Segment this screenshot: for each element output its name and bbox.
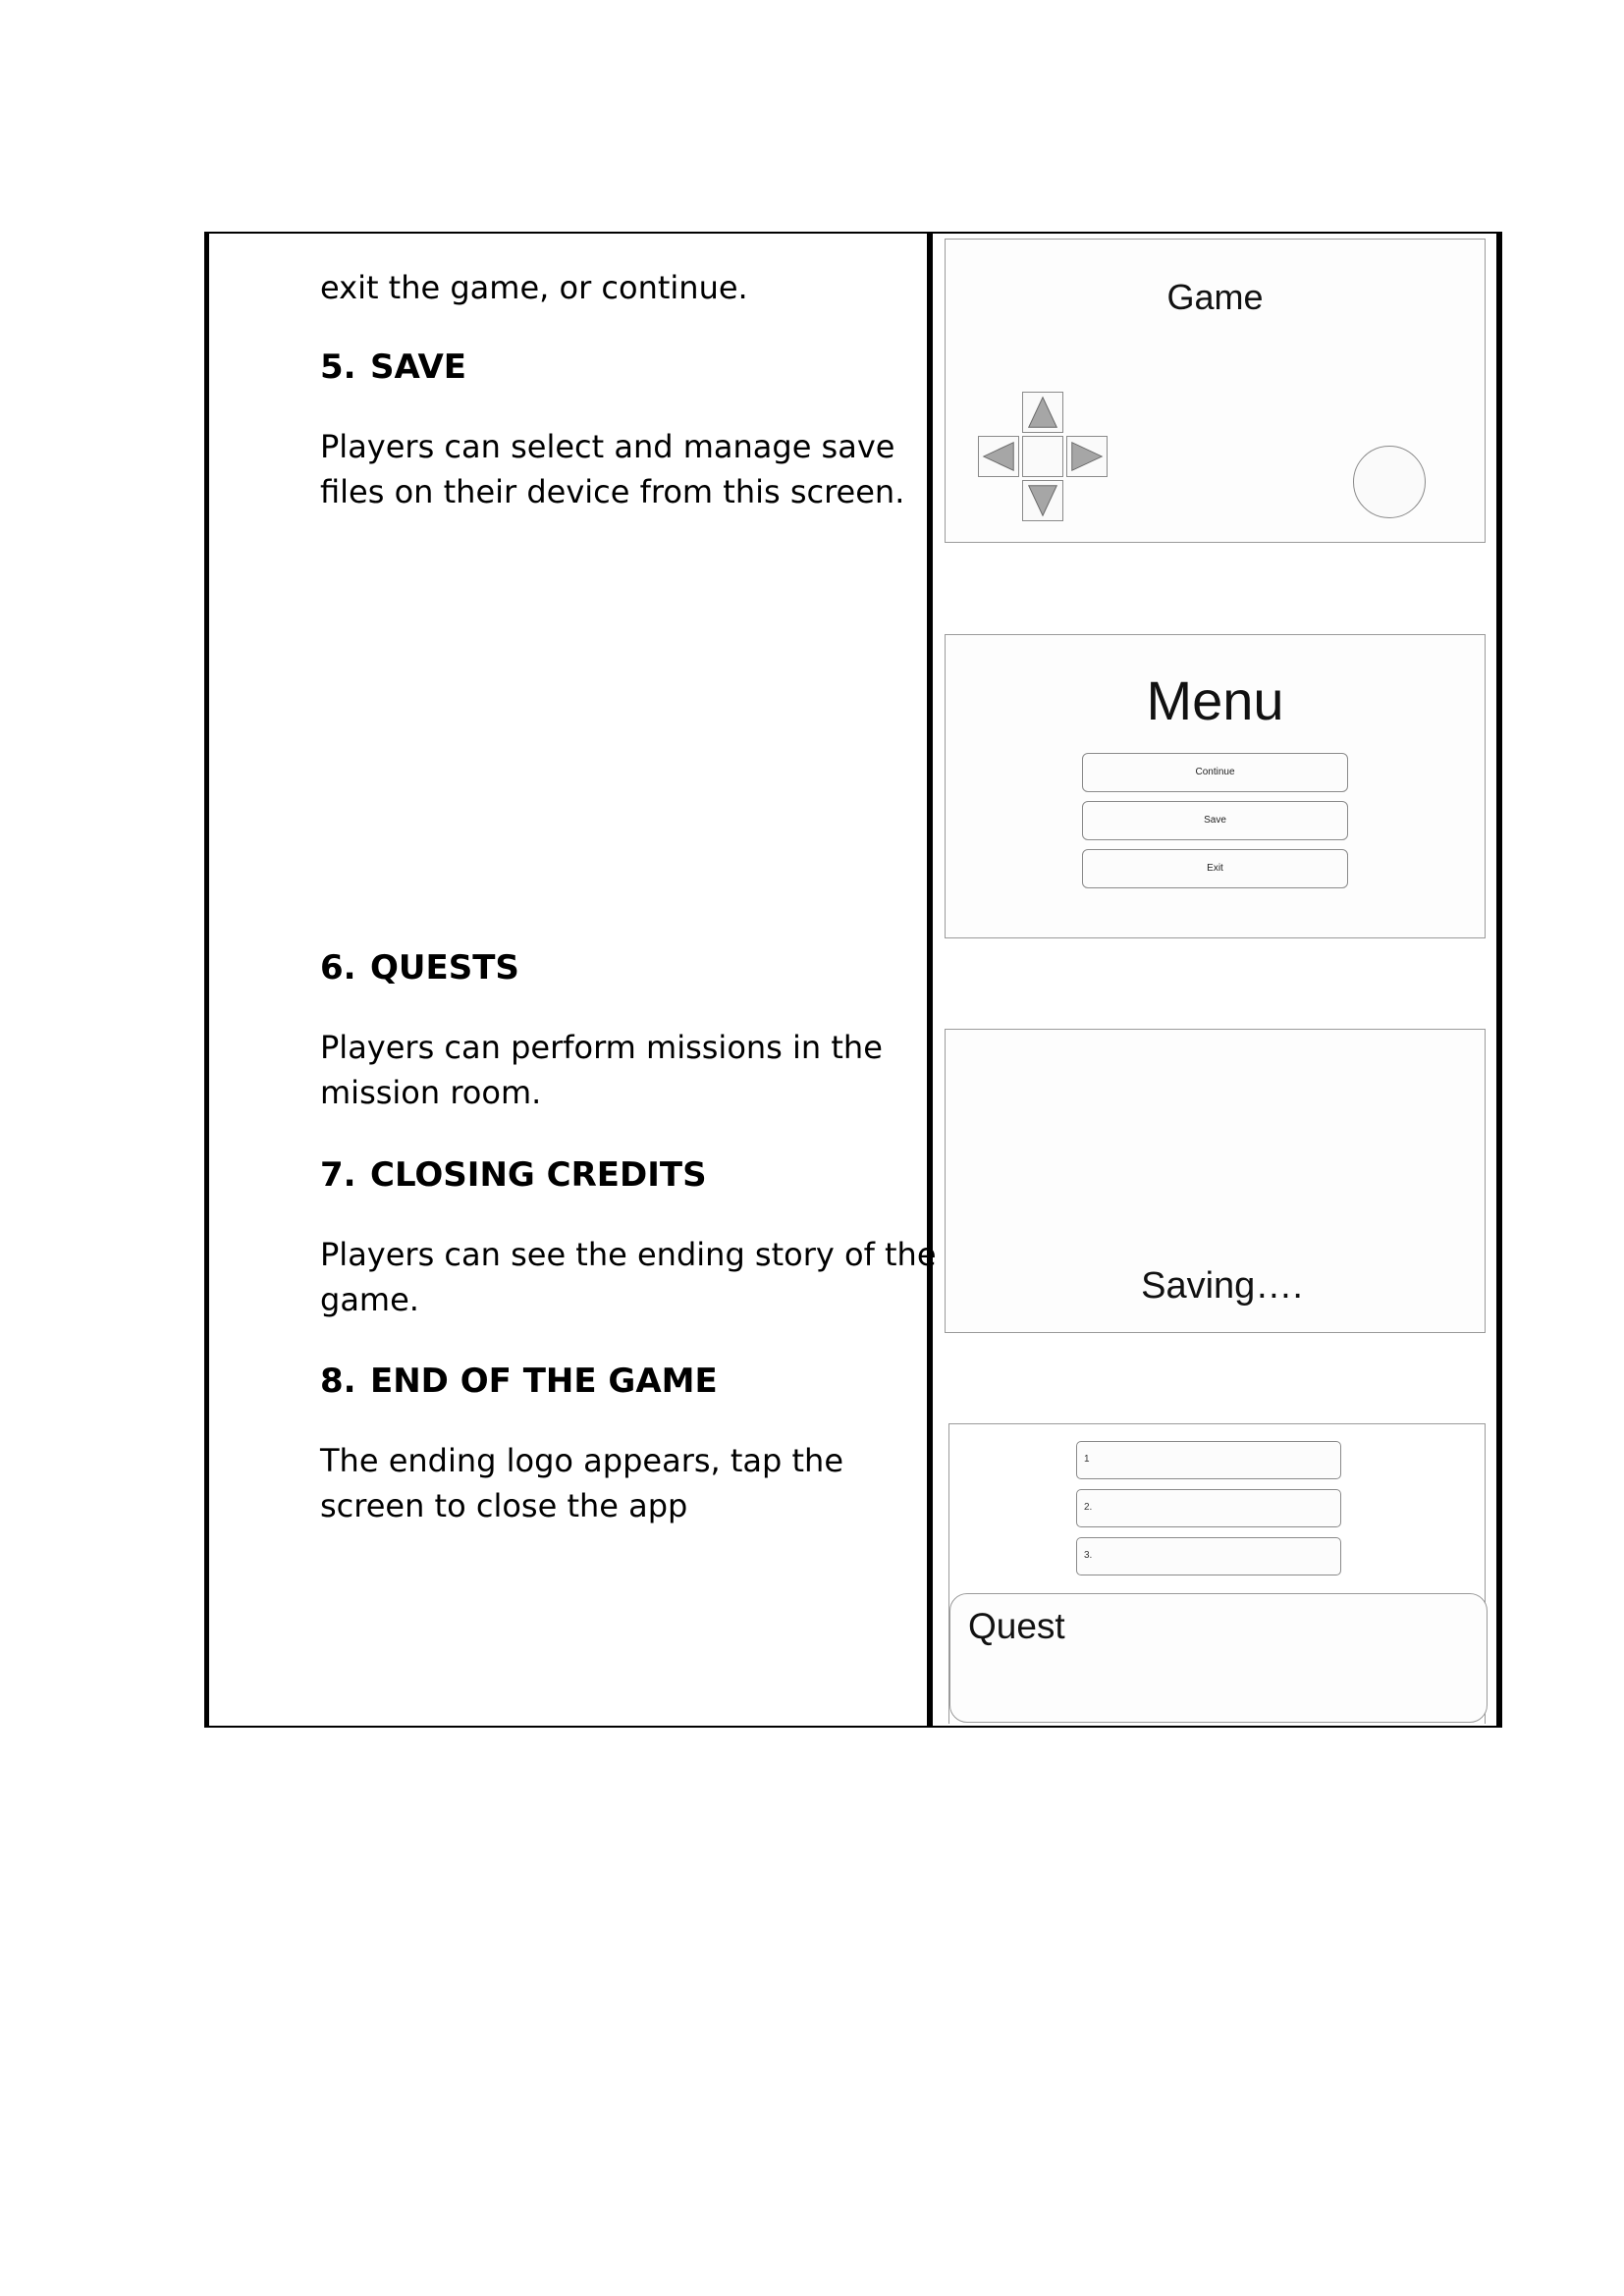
section-heading-save: [320, 347, 466, 387]
game-screen-mockup: [945, 239, 1486, 543]
section-body-line: Players can select and manage save: [320, 428, 895, 465]
section-number: 7.: [320, 1155, 356, 1195]
section-body-line: files on their device from this screen.: [320, 473, 905, 510]
menu-title: Menu: [1146, 669, 1284, 731]
table-column-divider: [927, 232, 933, 1728]
section-heading-quests: [320, 948, 519, 988]
arrow-left-icon: [978, 436, 1019, 477]
exit-button: Exit: [1082, 849, 1348, 888]
arrow-right-icon: [1066, 436, 1108, 477]
saving-text: Saving….: [1141, 1265, 1303, 1307]
section-number: 6.: [320, 948, 356, 988]
continue-button: Continue: [1082, 753, 1348, 792]
saving-screen-mockup: [945, 1029, 1486, 1333]
circle-icon: [1353, 446, 1426, 518]
dpad: [978, 392, 1108, 521]
section-title: SAVE: [370, 347, 467, 387]
quest-title: Quest: [968, 1606, 1065, 1646]
section-title: QUESTS: [370, 948, 519, 988]
quest-slot: 3.: [1076, 1537, 1341, 1575]
section-body-line: Players can see the ending story of the: [320, 1236, 937, 1273]
table-right-border: [1496, 232, 1502, 1728]
continuation-text: exit the game, or continue.: [320, 269, 748, 306]
section-body-line: game.: [320, 1281, 419, 1318]
dpad-center: [1022, 436, 1063, 477]
section-body-line: screen to close the app: [320, 1487, 688, 1524]
save-button: Save: [1082, 801, 1348, 840]
game-title: Game: [1166, 277, 1264, 317]
section-title: CLOSING CREDITS: [370, 1155, 707, 1195]
quest-screen-mockup: [948, 1423, 1486, 1724]
quest-slot: 1: [1076, 1441, 1341, 1479]
section-heading-end-of-the-game: [320, 1362, 718, 1401]
section-body-line: mission room.: [320, 1074, 542, 1111]
section-title: END OF THE GAME: [370, 1362, 718, 1401]
quest-slot: 2.: [1076, 1489, 1341, 1527]
section-heading-closing-credits: [320, 1155, 707, 1195]
arrow-down-icon: [1022, 480, 1063, 521]
menu-screen-mockup: [945, 634, 1486, 938]
section-body-line: The ending logo appears, tap the: [320, 1442, 844, 1479]
arrow-up-icon: [1022, 392, 1063, 433]
section-number: 8.: [320, 1362, 356, 1401]
section-body-line: Players can perform missions in the: [320, 1029, 883, 1066]
section-number: 5.: [320, 347, 356, 387]
table-left-border: [204, 232, 209, 1728]
quest-card: [949, 1593, 1488, 1723]
